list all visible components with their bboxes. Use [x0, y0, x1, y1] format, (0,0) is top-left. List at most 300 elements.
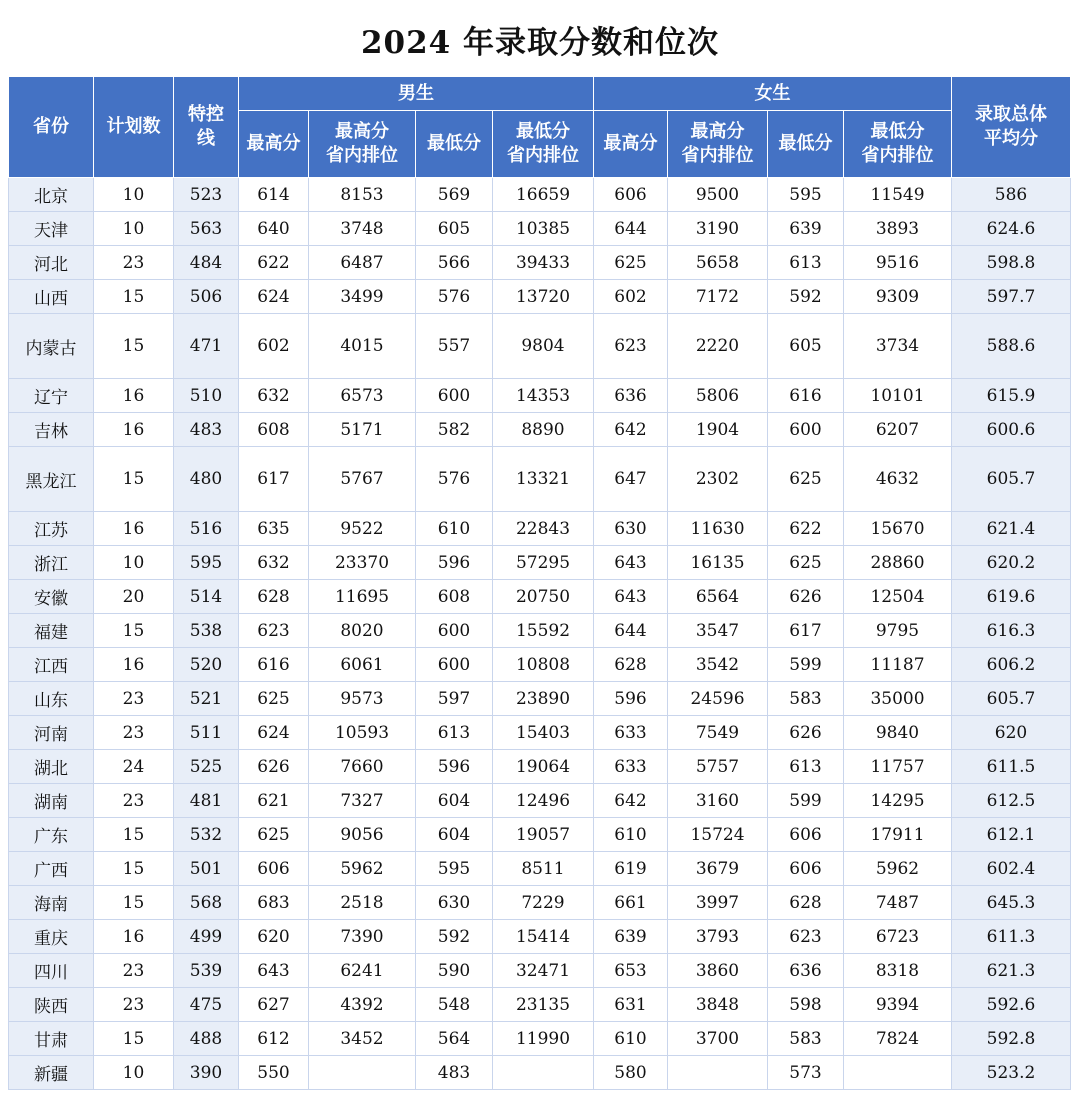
- cell-cutoff: 471: [174, 314, 239, 379]
- cell-female-max-score: 643: [594, 580, 668, 614]
- cell-average: 620.2: [952, 546, 1071, 580]
- header-cutoff-line2: 线: [197, 128, 215, 149]
- cell-male-min-score: 592: [416, 920, 493, 954]
- cell-plan: 10: [94, 1056, 174, 1090]
- cell-average: 621.4: [952, 512, 1071, 546]
- cell-average: 586: [952, 178, 1071, 212]
- cell-female-min-rank: 11549: [844, 178, 952, 212]
- cell-male-max-score: 624: [239, 280, 309, 314]
- cell-female-max-rank: 11630: [668, 512, 768, 546]
- table-row: [9, 1056, 1071, 1090]
- cell-cutoff: 516: [174, 512, 239, 546]
- cell-male-max-rank: 6061: [309, 648, 416, 682]
- cell-female-min-rank: 9795: [844, 614, 952, 648]
- table-row: [9, 648, 1071, 682]
- cell-male-min-rank: 11990: [493, 1022, 594, 1056]
- header-female-max-rank-line2: 省内排位: [681, 145, 754, 166]
- cell-province: 湖南: [9, 784, 94, 818]
- table-body: [9, 178, 1071, 1090]
- cell-province: 江苏: [9, 512, 94, 546]
- cell-male-max-rank: 4015: [309, 314, 416, 379]
- cell-female-max-rank: 2220: [668, 314, 768, 379]
- cell-cutoff: 483: [174, 413, 239, 447]
- cell-female-min-rank: 17911: [844, 818, 952, 852]
- cell-male-min-rank: 8890: [493, 413, 594, 447]
- cell-province: 广东: [9, 818, 94, 852]
- cell-cutoff: 390: [174, 1056, 239, 1090]
- cell-male-max-rank: 6241: [309, 954, 416, 988]
- cell-male-max-score: 640: [239, 212, 309, 246]
- table-row: [9, 1022, 1071, 1056]
- cell-plan: 23: [94, 954, 174, 988]
- cell-province: 黑龙江: [9, 447, 94, 512]
- cell-male-max-score: 628: [239, 580, 309, 614]
- cell-female-min-rank: 12504: [844, 580, 952, 614]
- cell-female-max-rank: 7172: [668, 280, 768, 314]
- cell-female-max-rank: 7549: [668, 716, 768, 750]
- table-row: [9, 716, 1071, 750]
- cell-plan: 16: [94, 648, 174, 682]
- cell-cutoff: 525: [174, 750, 239, 784]
- cell-average: 588.6: [952, 314, 1071, 379]
- cell-average: 615.9: [952, 379, 1071, 413]
- cell-female-max-score: 644: [594, 212, 668, 246]
- cell-male-max-score: 620: [239, 920, 309, 954]
- cell-cutoff: 532: [174, 818, 239, 852]
- cell-female-min-rank: 9394: [844, 988, 952, 1022]
- cell-male-max-score: 635: [239, 512, 309, 546]
- cell-cutoff: 538: [174, 614, 239, 648]
- cell-male-min-score: 630: [416, 886, 493, 920]
- cell-female-min-score: 613: [768, 750, 844, 784]
- cell-cutoff: 484: [174, 246, 239, 280]
- cell-male-max-score: 550: [239, 1056, 309, 1090]
- cell-average: 611.3: [952, 920, 1071, 954]
- cell-male-max-rank: 11695: [309, 580, 416, 614]
- cell-male-min-score: 483: [416, 1056, 493, 1090]
- cell-male-min-score: 564: [416, 1022, 493, 1056]
- cell-male-min-score: 596: [416, 750, 493, 784]
- cell-female-min-rank: 14295: [844, 784, 952, 818]
- cell-male-min-rank: 10808: [493, 648, 594, 682]
- cell-plan: 15: [94, 852, 174, 886]
- cell-male-min-score: 600: [416, 379, 493, 413]
- cell-female-max-score: 644: [594, 614, 668, 648]
- cell-female-min-rank: 35000: [844, 682, 952, 716]
- cell-male-min-score: 596: [416, 546, 493, 580]
- header-plan: 计划数: [94, 77, 174, 178]
- cell-cutoff: 475: [174, 988, 239, 1022]
- cell-female-max-rank: 3848: [668, 988, 768, 1022]
- table-row: [9, 886, 1071, 920]
- cell-male-min-score: 604: [416, 818, 493, 852]
- cell-male-min-rank: 15592: [493, 614, 594, 648]
- header-male-min-rank-line1: 最低分: [516, 121, 570, 142]
- header-cutoff-line1: 特控: [188, 104, 224, 125]
- cell-male-min-rank: 10385: [493, 212, 594, 246]
- cell-male-max-score: 683: [239, 886, 309, 920]
- header-female-min-rank-line2: 省内排位: [861, 145, 934, 166]
- cell-average: 619.6: [952, 580, 1071, 614]
- cell-cutoff: 521: [174, 682, 239, 716]
- cell-female-max-rank: [668, 1056, 768, 1090]
- cell-male-min-score: 569: [416, 178, 493, 212]
- cell-male-max-rank: 7390: [309, 920, 416, 954]
- cell-province: 陕西: [9, 988, 94, 1022]
- header-female: 女生: [594, 77, 952, 111]
- cell-plan: 23: [94, 246, 174, 280]
- header-average-line1: 录取总体: [975, 104, 1047, 125]
- cell-female-max-score: 625: [594, 246, 668, 280]
- cell-male-min-score: 576: [416, 447, 493, 512]
- cell-province: 内蒙古: [9, 314, 94, 379]
- cell-female-max-score: 610: [594, 818, 668, 852]
- cell-plan: 23: [94, 784, 174, 818]
- cell-female-min-rank: 7824: [844, 1022, 952, 1056]
- cell-female-max-rank: 2302: [668, 447, 768, 512]
- cell-female-max-score: 642: [594, 784, 668, 818]
- table-row: [9, 512, 1071, 546]
- cell-male-min-rank: 7229: [493, 886, 594, 920]
- cell-male-max-rank: 23370: [309, 546, 416, 580]
- cell-cutoff: 539: [174, 954, 239, 988]
- cell-plan: 16: [94, 512, 174, 546]
- cell-male-max-rank: 5171: [309, 413, 416, 447]
- cell-female-min-rank: [844, 1056, 952, 1090]
- table-row: [9, 178, 1071, 212]
- cell-plan: 16: [94, 413, 174, 447]
- header-average: [952, 77, 1071, 178]
- cell-female-max-rank: 9500: [668, 178, 768, 212]
- cell-plan: 15: [94, 280, 174, 314]
- cell-male-min-rank: 14353: [493, 379, 594, 413]
- cell-province: 重庆: [9, 920, 94, 954]
- header-female-min-rank: [844, 111, 952, 178]
- cell-female-max-score: 623: [594, 314, 668, 379]
- cell-province: 湖北: [9, 750, 94, 784]
- cell-male-max-score: 612: [239, 1022, 309, 1056]
- cell-female-max-rank: 24596: [668, 682, 768, 716]
- cell-average: 612.5: [952, 784, 1071, 818]
- cell-male-min-rank: 9804: [493, 314, 594, 379]
- cell-female-min-score: 599: [768, 784, 844, 818]
- cell-female-min-rank: 15670: [844, 512, 952, 546]
- cell-female-min-score: 606: [768, 818, 844, 852]
- cell-female-max-rank: 6564: [668, 580, 768, 614]
- table-row: [9, 988, 1071, 1022]
- cell-male-min-score: 597: [416, 682, 493, 716]
- cell-female-min-score: 625: [768, 546, 844, 580]
- cell-male-max-score: 632: [239, 546, 309, 580]
- cell-cutoff: 506: [174, 280, 239, 314]
- cell-male-min-score: 608: [416, 580, 493, 614]
- cell-male-max-score: 622: [239, 246, 309, 280]
- admission-table: [8, 76, 1071, 1090]
- header-female-min-score: 最低分: [768, 111, 844, 178]
- cell-male-max-rank: 9573: [309, 682, 416, 716]
- header-male-max-rank-line1: 最高分: [335, 121, 389, 142]
- cell-average: 592.6: [952, 988, 1071, 1022]
- cell-average: 645.3: [952, 886, 1071, 920]
- cell-female-max-rank: 3860: [668, 954, 768, 988]
- cell-cutoff: 514: [174, 580, 239, 614]
- header-male-max-score: 最高分: [239, 111, 309, 178]
- table-row: [9, 379, 1071, 413]
- cell-female-max-score: 610: [594, 1022, 668, 1056]
- cell-male-min-score: 548: [416, 988, 493, 1022]
- table-row: [9, 784, 1071, 818]
- cell-male-max-rank: 8153: [309, 178, 416, 212]
- cell-male-min-rank: 13720: [493, 280, 594, 314]
- table-row: [9, 447, 1071, 512]
- table-row: [9, 750, 1071, 784]
- cell-female-max-score: 642: [594, 413, 668, 447]
- cell-female-max-rank: 5658: [668, 246, 768, 280]
- cell-average: 611.5: [952, 750, 1071, 784]
- table-row: [9, 546, 1071, 580]
- cell-male-max-score: 625: [239, 818, 309, 852]
- cell-male-max-score: 621: [239, 784, 309, 818]
- cell-female-min-rank: 6723: [844, 920, 952, 954]
- cell-female-max-rank: 15724: [668, 818, 768, 852]
- cell-plan: 10: [94, 212, 174, 246]
- cell-male-max-score: 643: [239, 954, 309, 988]
- cell-female-min-score: 623: [768, 920, 844, 954]
- cell-province: 山西: [9, 280, 94, 314]
- cell-male-max-rank: 3748: [309, 212, 416, 246]
- header-male-max-rank: [309, 111, 416, 178]
- cell-average: 605.7: [952, 682, 1071, 716]
- cell-province: 天津: [9, 212, 94, 246]
- cell-female-max-rank: 3190: [668, 212, 768, 246]
- cell-plan: 16: [94, 920, 174, 954]
- cell-female-max-score: 628: [594, 648, 668, 682]
- cell-male-min-rank: 12496: [493, 784, 594, 818]
- cell-male-min-rank: 13321: [493, 447, 594, 512]
- cell-male-min-rank: 32471: [493, 954, 594, 988]
- cell-female-max-score: 633: [594, 716, 668, 750]
- cell-plan: 23: [94, 988, 174, 1022]
- cell-female-max-rank: 3547: [668, 614, 768, 648]
- cell-average: 621.3: [952, 954, 1071, 988]
- cell-female-min-score: 598: [768, 988, 844, 1022]
- cell-plan: 10: [94, 546, 174, 580]
- table-row: [9, 413, 1071, 447]
- cell-cutoff: 481: [174, 784, 239, 818]
- cell-female-min-score: 639: [768, 212, 844, 246]
- header-male-min-score: 最低分: [416, 111, 493, 178]
- cell-male-min-score: 582: [416, 413, 493, 447]
- cell-female-min-score: 573: [768, 1056, 844, 1090]
- cell-male-max-score: 632: [239, 379, 309, 413]
- cell-average: 523.2: [952, 1056, 1071, 1090]
- cell-province: 海南: [9, 886, 94, 920]
- table-row: [9, 246, 1071, 280]
- cell-male-max-score: 623: [239, 614, 309, 648]
- table-row: [9, 314, 1071, 379]
- cell-male-min-rank: 19057: [493, 818, 594, 852]
- cell-male-min-rank: 23890: [493, 682, 594, 716]
- cell-plan: 15: [94, 886, 174, 920]
- cell-female-max-score: 661: [594, 886, 668, 920]
- cell-male-min-score: 600: [416, 614, 493, 648]
- cell-female-min-rank: 4632: [844, 447, 952, 512]
- cell-province: 辽宁: [9, 379, 94, 413]
- cell-average: 598.8: [952, 246, 1071, 280]
- cell-plan: 20: [94, 580, 174, 614]
- cell-plan: 15: [94, 1022, 174, 1056]
- cell-male-min-score: 605: [416, 212, 493, 246]
- cell-male-min-rank: 20750: [493, 580, 594, 614]
- cell-male-min-rank: 57295: [493, 546, 594, 580]
- cell-male-min-score: 613: [416, 716, 493, 750]
- cell-male-min-score: 610: [416, 512, 493, 546]
- table-row: [9, 682, 1071, 716]
- cell-average: 602.4: [952, 852, 1071, 886]
- cell-female-max-score: 631: [594, 988, 668, 1022]
- cell-plan: 16: [94, 379, 174, 413]
- page-title: 2024 年录取分数和位次: [360, 25, 720, 61]
- cell-female-max-score: 630: [594, 512, 668, 546]
- cell-province: 浙江: [9, 546, 94, 580]
- cell-female-min-score: 583: [768, 1022, 844, 1056]
- cell-plan: 15: [94, 614, 174, 648]
- cell-cutoff: 511: [174, 716, 239, 750]
- cell-male-min-rank: 39433: [493, 246, 594, 280]
- cell-male-max-rank: 7660: [309, 750, 416, 784]
- table-row: [9, 818, 1071, 852]
- cell-plan: 15: [94, 314, 174, 379]
- cell-cutoff: 520: [174, 648, 239, 682]
- cell-average: 612.1: [952, 818, 1071, 852]
- cell-male-max-rank: 4392: [309, 988, 416, 1022]
- cell-male-max-score: 614: [239, 178, 309, 212]
- cell-province: 新疆: [9, 1056, 94, 1090]
- cell-female-min-score: 595: [768, 178, 844, 212]
- cell-male-max-rank: 3499: [309, 280, 416, 314]
- cell-male-min-rank: 19064: [493, 750, 594, 784]
- cell-average: 620: [952, 716, 1071, 750]
- cell-female-max-rank: 3160: [668, 784, 768, 818]
- cell-female-max-rank: 1904: [668, 413, 768, 447]
- cell-average: 605.7: [952, 447, 1071, 512]
- cell-female-min-rank: 8318: [844, 954, 952, 988]
- cell-female-min-score: 606: [768, 852, 844, 886]
- cell-plan: 24: [94, 750, 174, 784]
- cell-male-max-rank: 6487: [309, 246, 416, 280]
- header-male-max-rank-line2: 省内排位: [326, 145, 398, 166]
- cell-male-max-score: 616: [239, 648, 309, 682]
- cell-average: 624.6: [952, 212, 1071, 246]
- cell-province: 四川: [9, 954, 94, 988]
- table-row: [9, 954, 1071, 988]
- cell-male-min-score: 590: [416, 954, 493, 988]
- cell-female-min-rank: 5962: [844, 852, 952, 886]
- header-male-min-rank-line2: 省内排位: [507, 145, 579, 166]
- cell-female-min-score: 616: [768, 379, 844, 413]
- cell-female-max-score: 596: [594, 682, 668, 716]
- cell-cutoff: 480: [174, 447, 239, 512]
- cell-female-min-rank: 9516: [844, 246, 952, 280]
- cell-average: 592.8: [952, 1022, 1071, 1056]
- cell-male-max-score: 626: [239, 750, 309, 784]
- header-average-line2: 平均分: [984, 128, 1038, 149]
- cell-female-min-rank: 3893: [844, 212, 952, 246]
- cell-male-max-rank: 3452: [309, 1022, 416, 1056]
- cell-male-min-rank: 23135: [493, 988, 594, 1022]
- cell-male-min-score: 576: [416, 280, 493, 314]
- cell-male-max-score: 625: [239, 682, 309, 716]
- cell-female-min-score: 599: [768, 648, 844, 682]
- cell-average: 597.7: [952, 280, 1071, 314]
- cell-female-max-rank: 16135: [668, 546, 768, 580]
- cell-female-max-score: 602: [594, 280, 668, 314]
- cell-province: 广西: [9, 852, 94, 886]
- header-female-max-rank-line1: 最高分: [690, 121, 745, 142]
- cell-female-max-rank: 3700: [668, 1022, 768, 1056]
- cell-female-max-score: 639: [594, 920, 668, 954]
- cell-male-min-score: 595: [416, 852, 493, 886]
- cell-male-min-score: 566: [416, 246, 493, 280]
- table-row: [9, 920, 1071, 954]
- cell-male-min-score: 557: [416, 314, 493, 379]
- cell-female-min-rank: 7487: [844, 886, 952, 920]
- cell-province: 甘肃: [9, 1022, 94, 1056]
- cell-female-min-rank: 6207: [844, 413, 952, 447]
- cell-average: 616.3: [952, 614, 1071, 648]
- cell-cutoff: 488: [174, 1022, 239, 1056]
- cell-male-max-rank: 5767: [309, 447, 416, 512]
- cell-female-min-score: 625: [768, 447, 844, 512]
- cell-male-max-rank: 6573: [309, 379, 416, 413]
- cell-plan: 15: [94, 447, 174, 512]
- cell-female-min-score: 600: [768, 413, 844, 447]
- cell-female-min-score: 636: [768, 954, 844, 988]
- cell-female-max-rank: 3542: [668, 648, 768, 682]
- cell-male-min-score: 600: [416, 648, 493, 682]
- cell-province: 吉林: [9, 413, 94, 447]
- cell-female-max-score: 633: [594, 750, 668, 784]
- cell-female-min-score: 617: [768, 614, 844, 648]
- cell-male-max-score: 617: [239, 447, 309, 512]
- cell-female-max-rank: 3679: [668, 852, 768, 886]
- table-row: [9, 280, 1071, 314]
- header-male-min-rank: [493, 111, 594, 178]
- cell-plan: 23: [94, 716, 174, 750]
- cell-male-max-score: 608: [239, 413, 309, 447]
- cell-female-min-score: 626: [768, 716, 844, 750]
- cell-female-min-score: 613: [768, 246, 844, 280]
- cell-female-max-rank: 3997: [668, 886, 768, 920]
- cell-plan: 15: [94, 818, 174, 852]
- header-province: 省份: [9, 77, 94, 178]
- cell-cutoff: 499: [174, 920, 239, 954]
- table-row: [9, 580, 1071, 614]
- cell-female-max-rank: 3793: [668, 920, 768, 954]
- cell-male-min-rank: 15403: [493, 716, 594, 750]
- cell-female-min-score: 583: [768, 682, 844, 716]
- cell-male-min-rank: 22843: [493, 512, 594, 546]
- cell-female-min-rank: 9309: [844, 280, 952, 314]
- cell-female-min-rank: 9840: [844, 716, 952, 750]
- cell-female-max-score: 636: [594, 379, 668, 413]
- cell-male-min-rank: 8511: [493, 852, 594, 886]
- cell-male-max-rank: [309, 1056, 416, 1090]
- cell-female-max-rank: 5757: [668, 750, 768, 784]
- cell-female-min-score: 626: [768, 580, 844, 614]
- cell-plan: 23: [94, 682, 174, 716]
- cell-cutoff: 523: [174, 178, 239, 212]
